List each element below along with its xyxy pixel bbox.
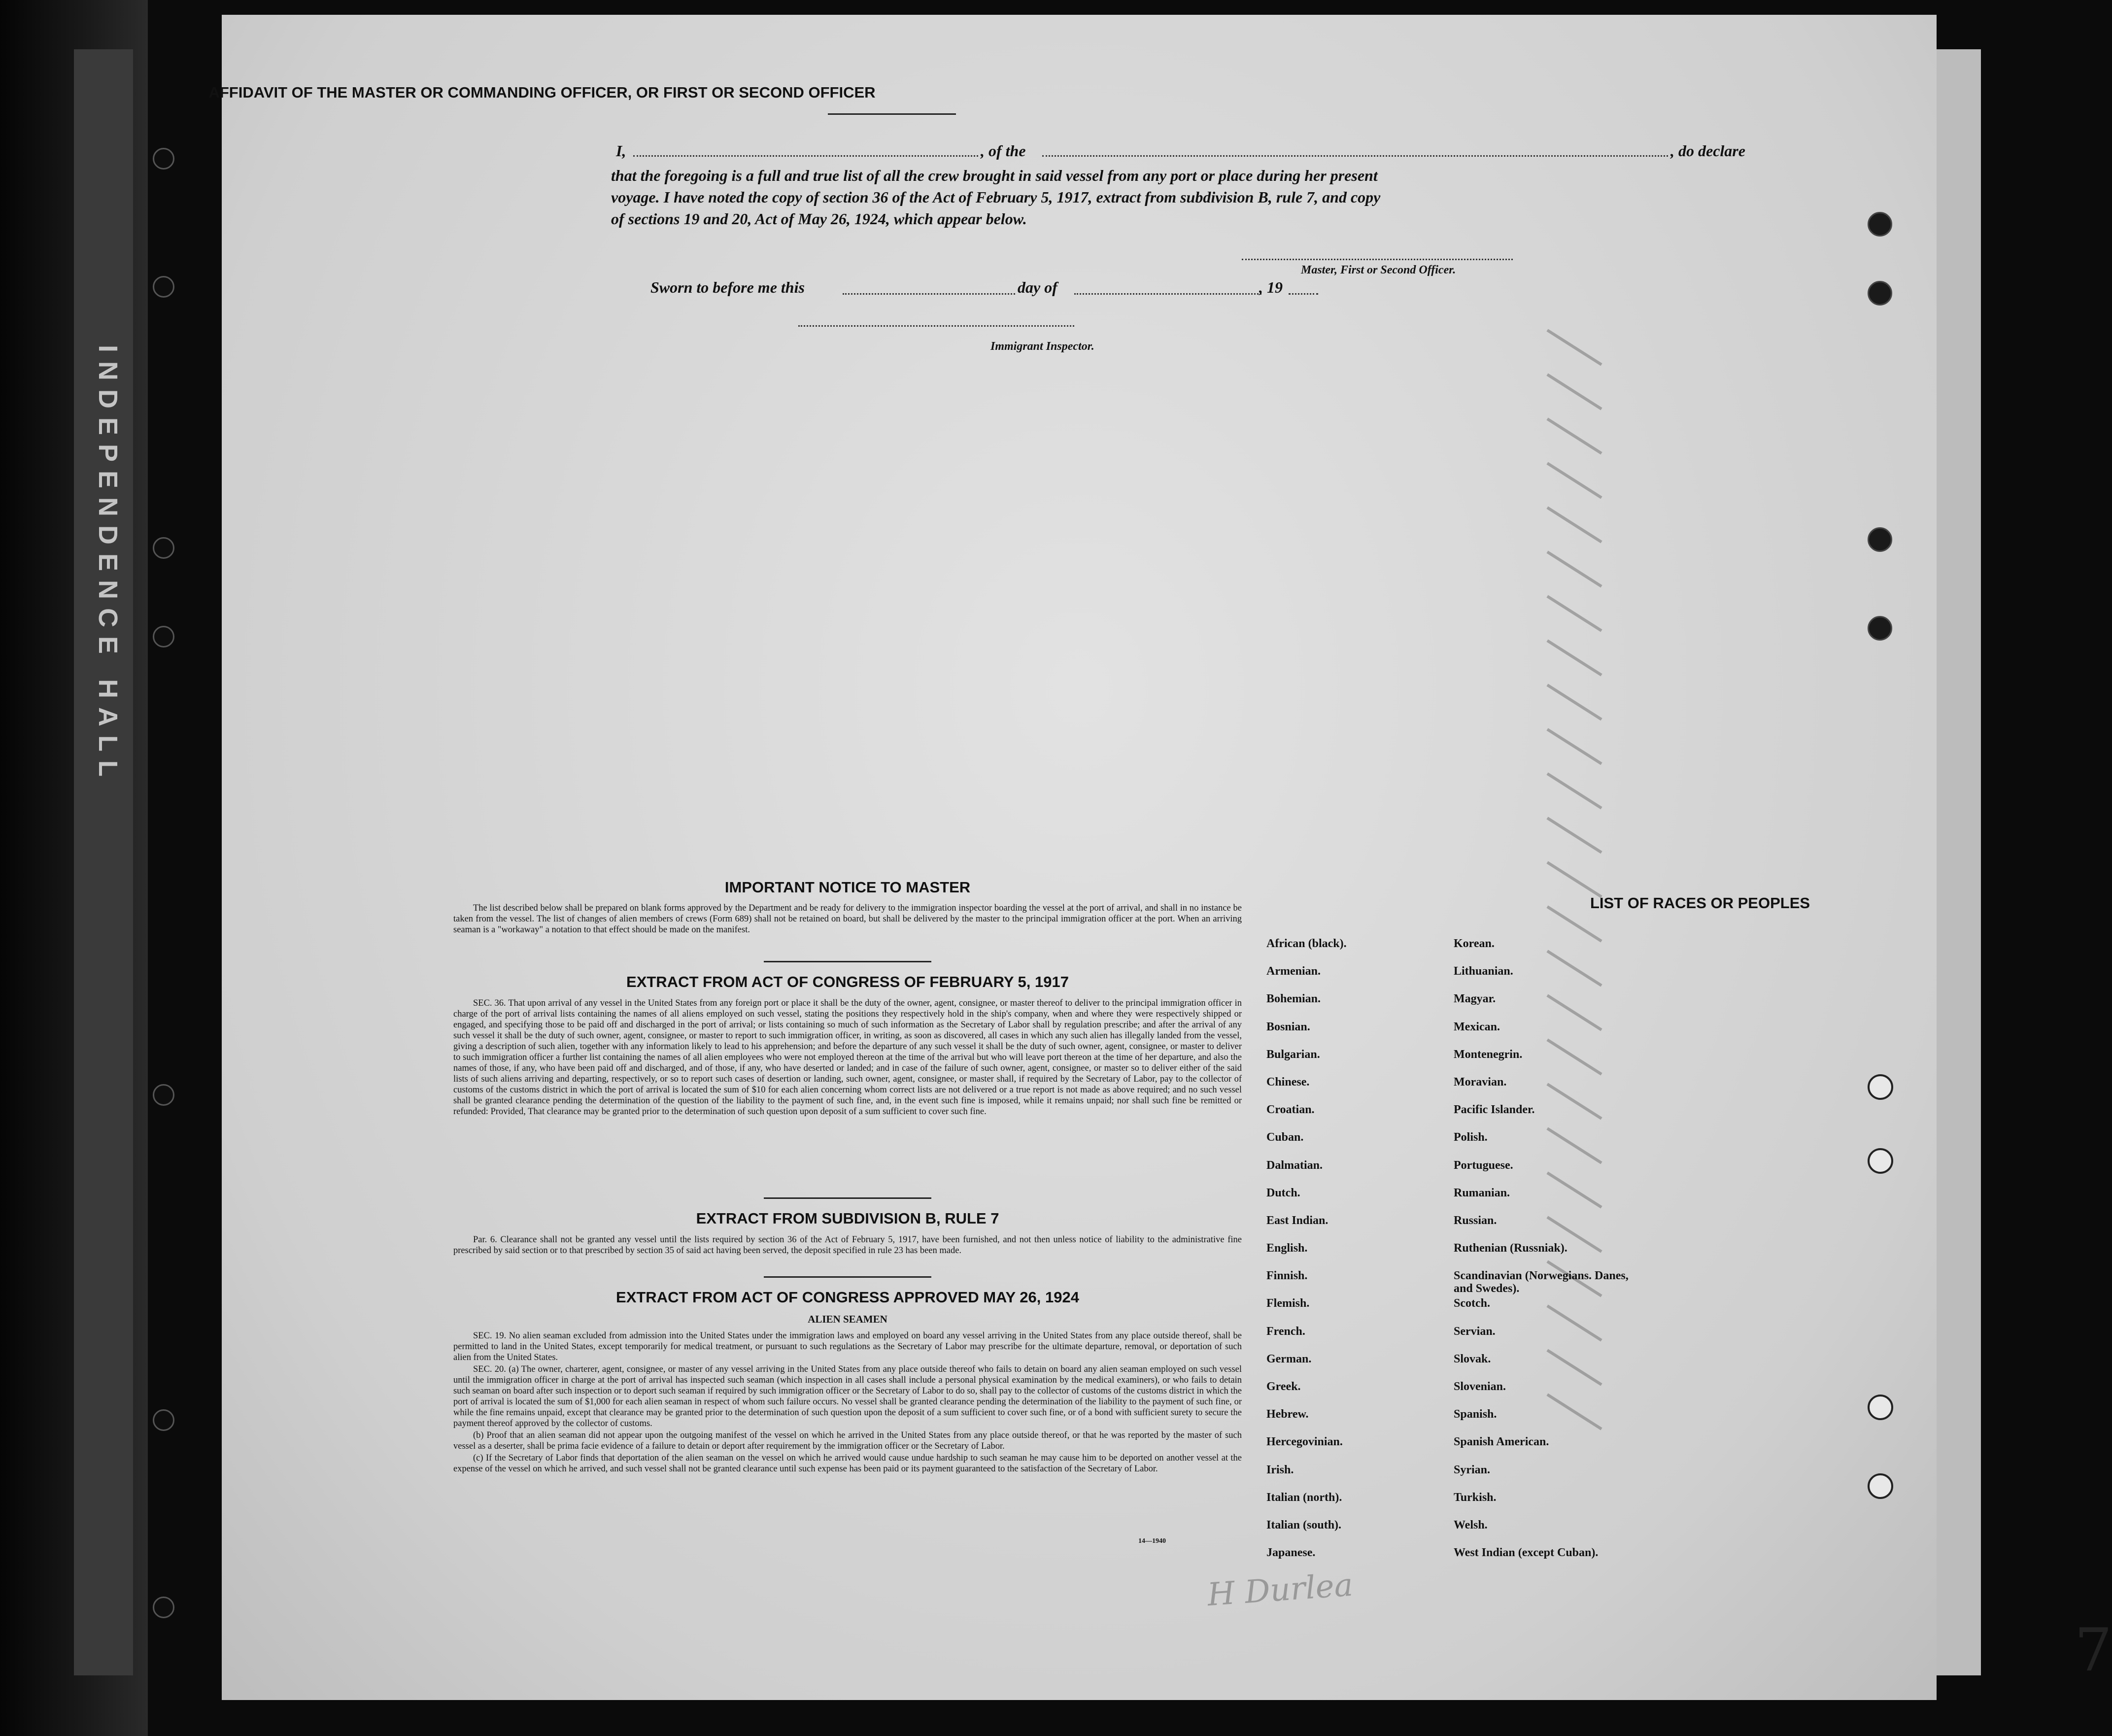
punch-hole (1868, 1074, 1893, 1100)
race-item: Lithuanian. (1454, 965, 1513, 978)
affidavit-line3: voyage. I have noted the copy of section 36 of the Act of February 5, 1917, extract from subdivision B, rule 7, and copy (611, 188, 1381, 206)
binder-stamp: INDEPENDENCE HALL (93, 345, 123, 786)
extract3-body (453, 1330, 1242, 1475)
sec20b-text: (b) Proof that an alien seaman did not appear upon the outgoing manifest of the vessel on which he arrived in the United States from any place outside thereof, or that he was reported by the master of such vessel as a deserter, shall be prima facie evidence of a failure to detain or deport after requirement by the immigration officer or the Secretary of Labor. (453, 1430, 1242, 1451)
sworn-year-label: , 19 (1259, 278, 1283, 296)
vessel-blank[interactable] (1042, 155, 1668, 157)
sec20c-text: (c) If the Secretary of Labor finds that deportation of the alien seaman on the vessel on which he arrived would cause undue hardship to such seaman he may cause him to be deported on another vessel at the expense of the vessel on which he arrived, and such vessel shall not be granted clearance until such expense has been paid or its payment guaranteed to the satisfaction of the Secretary of Labor. (453, 1453, 1242, 1474)
race-item: West Indian (except Cuban). (1454, 1546, 1599, 1560)
inspector-label: Immigrant Inspector. (990, 340, 1094, 353)
race-item: Japanese. (1266, 1546, 1316, 1560)
sec20a-text: SEC. 20. (a) The owner, charterer, agent, consignee, or master of any vessel arriving in the United States from any place outside thereof who fails to detain on board any alien seaman employed on such vessel until the immigration officer in charge at the port of arrival has inspected such seaman (which inspection in all cases shall include a personal physical examination by the medical examiners), or who fails to detain such seaman on board after such inspection or to deport such seaman if required by such immigration officer or the Secretary of Labor to do so, shall pay to the collector of customs of the customs district in which the port of arrival is located the sum of $1,000 for each alien seaman in respect of whom such failure occurs. No vessel shall be granted clearance pending the determination of the liability to the payment of such fine, or while the fine remains unpaid, except that clearance may be granted prior to the determination of such question upon the deposit of a sum sufficient to cover such fine, or of a bond with sufficient surety to secure the payment thereof approved by the collector of customs. (453, 1364, 1242, 1429)
race-item: Portuguese. (1454, 1158, 1513, 1172)
master-signature-label: Master, First or Second Officer. (1301, 264, 1456, 276)
punch-hole (1868, 616, 1892, 641)
pencil-annotation: H Durlea (1206, 1566, 1355, 1614)
races-title: LIST OF RACES OR PEOPLES (1590, 894, 1810, 912)
race-item: Korean. (1454, 937, 1495, 950)
binder-hole (153, 276, 174, 298)
extract2-text: Par. 6. Clearance shall not be granted any vessel until the lists required by section 36 of the Act of February 5, 1917, have been furnished, and not then unless notice of liability to the administrative fine prescribed by said section or to that prescribed by section 35 of said act having been served, the deposit specified in rule 23 has been made. (453, 1235, 1242, 1256)
sworn-day-blank[interactable] (843, 293, 1015, 295)
sworn-year-blank[interactable] (1289, 293, 1318, 295)
race-item: Finnish. (1266, 1269, 1308, 1283)
binder-hole (153, 626, 174, 647)
race-item: Irish. (1266, 1463, 1294, 1476)
race-item: French. (1266, 1325, 1305, 1338)
extract2-body (453, 1234, 1242, 1257)
race-item: Dutch. (1266, 1186, 1300, 1199)
affidavit-line2: that the foregoing is a full and true list of all the crew brought in said vessel from any port or place during her present (611, 167, 1378, 184)
sworn-day-label: day of (1018, 278, 1057, 296)
affidavit-title: AFFIDAVIT OF THE MASTER OR COMMANDING OFFICER, OR FIRST OR SECOND OFFICER (208, 84, 876, 101)
race-item: Bosnian. (1266, 1020, 1310, 1033)
race-item: Welsh. (1454, 1518, 1488, 1532)
punch-hole (1868, 1473, 1893, 1499)
extract2-title: EXTRACT FROM SUBDIVISION B, RULE 7 (696, 1210, 999, 1227)
race-item: Moravian. (1454, 1075, 1507, 1089)
sworn-month-blank[interactable] (1074, 293, 1261, 295)
race-item: German. (1266, 1352, 1312, 1365)
title-rule (828, 113, 956, 115)
punch-hole (1868, 1148, 1893, 1174)
binder-hole (153, 1084, 174, 1106)
race-item: Pacific Islander. (1454, 1103, 1535, 1117)
document-page (208, 15, 2112, 1700)
extract1-body (453, 998, 1242, 1118)
notice-text: The list described below shall be prepared on blank forms approved by the Department and be ready for delivery to the immigration inspector boarding the vessel at the port of arrival, and shall in no instance be taken from the vessel. The list of changes of alien members of crews (Form 689) shall not be retained on board, but shall be delivered by the master to the principal immigration officer at the port. When an arriving seaman is a "workaway" a notation to that effect should be made on the manifest. (453, 903, 1242, 935)
race-item: Polish. (1454, 1131, 1488, 1144)
section-rule (764, 1197, 931, 1199)
punch-hole (1868, 527, 1892, 552)
master-signature-blank[interactable] (1242, 259, 1513, 260)
race-item: Scotch. (1454, 1297, 1490, 1310)
race-item: Servian. (1454, 1325, 1496, 1338)
affidavit-line1-start: I, (616, 142, 626, 160)
races-left-column (1266, 937, 1347, 1574)
corner-handwritten-mark: 7 (2075, 1616, 2112, 1685)
races-right-column (1454, 937, 1631, 1574)
affidavit-line1-end: , do declare (1670, 142, 1745, 160)
race-item: Hebrew. (1266, 1408, 1309, 1421)
race-item: Slovak. (1454, 1352, 1491, 1365)
race-item: Hercegovinian. (1266, 1435, 1343, 1449)
sworn-prefix: Sworn to before me this (650, 278, 805, 296)
affidavit-line1-mid: , of the (981, 142, 1026, 160)
race-item: Spanish American. (1454, 1435, 1549, 1449)
race-item: Chinese. (1266, 1075, 1310, 1089)
race-item: Russian. (1454, 1214, 1497, 1227)
race-item: African (black). (1266, 937, 1347, 950)
sec19-text: SEC. 19. No alien seaman excluded from admission into the United States under the immigration laws and employed on board any vessel arriving in the United States from any place outside thereof, shall be permitted to land in the United States, except temporarily for medical treatment, or pursuant to such regulations as the Secretary of Labor may prescribe for the ultimate departure, removal, or deportation of such alien from the United States. (453, 1331, 1242, 1362)
punch-hole (1868, 281, 1892, 306)
binder-hole (153, 1597, 174, 1618)
race-item: Montenegrin. (1454, 1048, 1523, 1061)
race-item: Syrian. (1454, 1463, 1491, 1476)
section-rule (764, 1276, 931, 1278)
race-item: East Indian. (1266, 1214, 1329, 1227)
name-blank[interactable] (633, 155, 978, 157)
binder-hole (153, 537, 174, 559)
notice-body (453, 903, 1242, 936)
extract1-text: SEC. 36. That upon arrival of any vessel in the United States from any foreign port or place it shall be the duty of the owner, agent, consignee, or master thereof to deliver to the principal immigration officer in charge of the port of arrival lists containing the names of all aliens employed on such vessel, stating the positions they respectively hold in the ship's company, when and where they were respectively shipped or engaged, and specifying those to be paid off and discharged in the port of arrival; or lists containing so much of such information as the Secretary of Labor shall by regulation prescribe; and after the arrival of any such vessel it shall be the duty of such owner, agent, consignee, or master to report to such immigration officer, in writing, as soon as discovered, all cases in which any such alien has illegally landed from the vessel, giving a description of such alien, together with any information likely to lead to his apprehension; and before the departure of any such vessel it shall be the duty of such owner, agent, consignee, or master to deliver to such immigration officer a further list containing the names of all alien employees who were not employed thereon at the time of the arrival but who will leave port thereon at the time of her departure, and also the names of those, if any, who have been paid off and discharged, and of those, if any, who have deserted or landed; and in case of the failure of such owner, agent, consignee, or master so to deliver either of the said lists of such aliens arriving and departing, respectively, or so to report such cases of desertion or landing, such owner, agent, consignee, or master shall, if required by the Secretary of Labor, pay to the collector of customs of the customs district in which the port of arrival is located the sum of $10 for each alien concerning whom correct lists are not delivered or a true report is not made as above required; and no such vessel shall be granted clearance pending the determination of the question of the liability to the payment of such fine, and, in the event such fine is imposed, while it remains unpaid; nor shall such fine be remitted or refunded: Provided, That clearance may be granted prior to the determination of such question upon deposit of a sum sufficient to cover such fine. (453, 998, 1242, 1117)
extract1-title: EXTRACT FROM ACT OF CONGRESS OF FEBRUARY 5, 1917 (626, 973, 1069, 990)
punch-hole (1868, 1395, 1893, 1420)
section-rule (764, 961, 931, 962)
race-item: Mexican. (1454, 1020, 1500, 1033)
race-item: Greek. (1266, 1380, 1301, 1393)
race-item: Bulgarian. (1266, 1048, 1320, 1061)
race-item: Bohemian. (1266, 992, 1321, 1006)
race-item: Croatian. (1266, 1103, 1315, 1117)
affidavit-line4: of sections 19 and 20, Act of May 26, 1924, which appear below. (611, 210, 1027, 228)
inspector-signature-blank[interactable] (798, 325, 1074, 327)
race-item: Dalmatian. (1266, 1158, 1323, 1172)
form-number: 14—1940 (1138, 1537, 1166, 1545)
binder-hole (153, 1409, 174, 1431)
race-item: Turkish. (1454, 1491, 1497, 1504)
race-item: Flemish. (1266, 1297, 1310, 1310)
race-item: Italian (south). (1266, 1518, 1342, 1532)
race-item: English. (1266, 1242, 1308, 1255)
race-item: Cuban. (1266, 1131, 1304, 1144)
race-item: Slovenian. (1454, 1380, 1506, 1393)
race-item: Italian (north). (1266, 1491, 1342, 1504)
race-item: Magyar. (1454, 992, 1496, 1006)
race-item: Scandinavian (Norwegians. Danes, and Swedes). (1454, 1269, 1629, 1295)
race-item: Spanish. (1454, 1408, 1497, 1421)
extract3-title: EXTRACT FROM ACT OF CONGRESS APPROVED MAY 26, 1924 (616, 1289, 1079, 1306)
notice-title: IMPORTANT NOTICE TO MASTER (724, 879, 971, 896)
race-item: Ruthenian (Russniak). (1454, 1242, 1567, 1255)
race-item: Armenian. (1266, 965, 1321, 978)
extract3-subtitle: ALIEN SEAMEN (808, 1313, 887, 1325)
race-item: Rumanian. (1454, 1186, 1510, 1199)
binder-hole (153, 148, 174, 170)
punch-hole (1868, 212, 1892, 237)
